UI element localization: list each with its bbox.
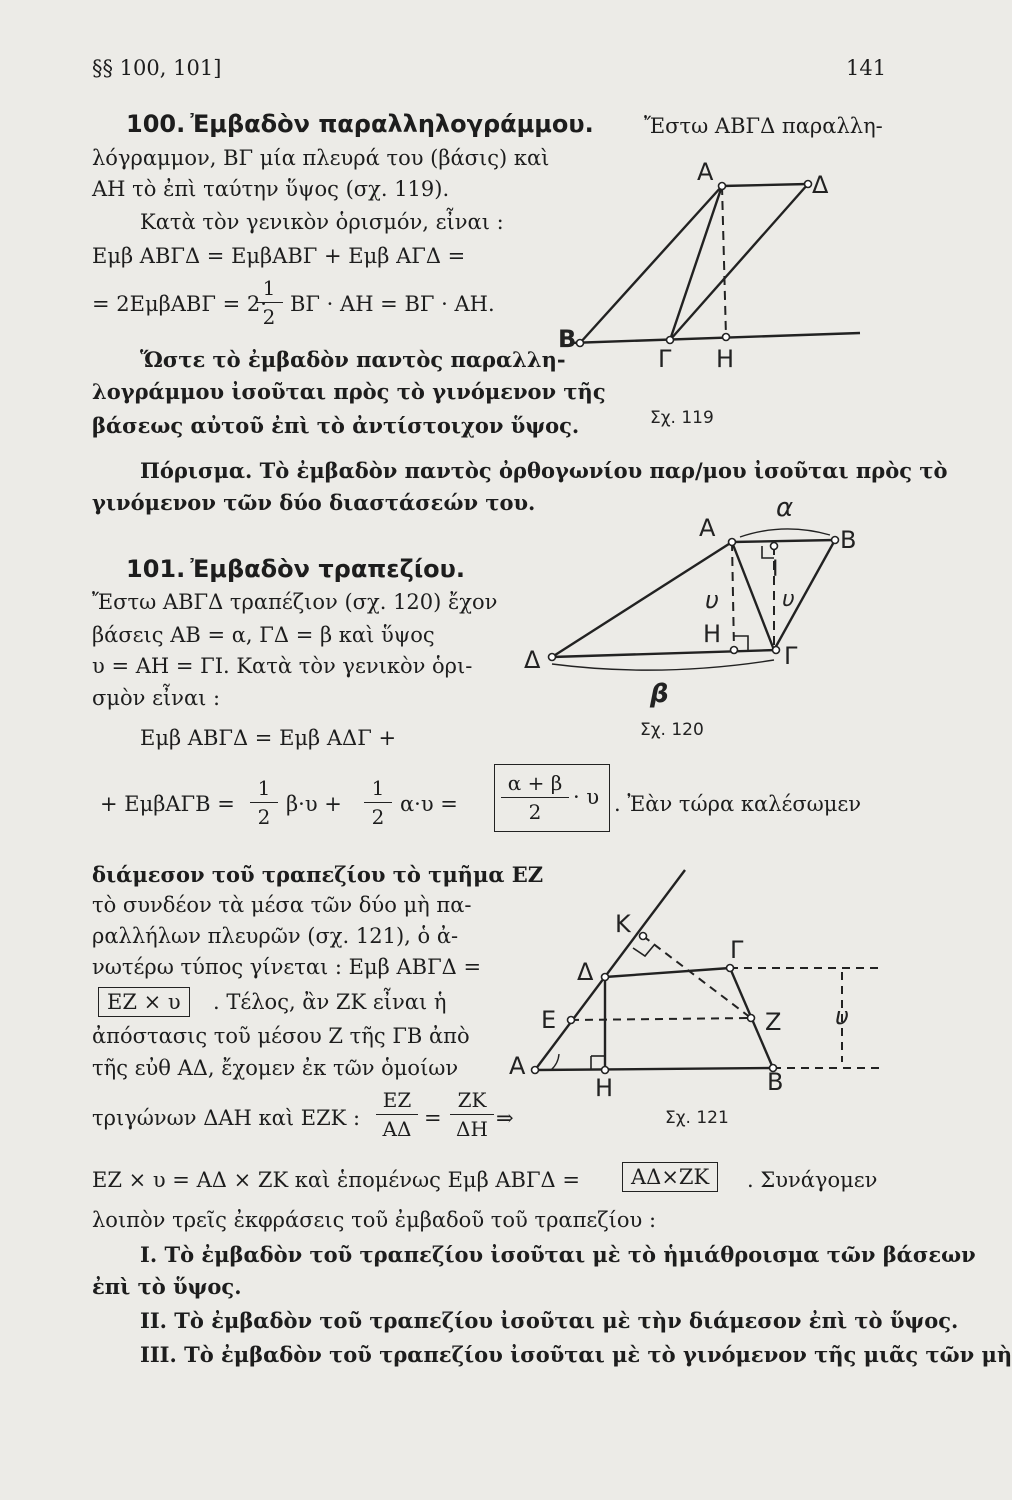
base-dg [605,968,730,977]
fraction-half [255,276,283,329]
figure-120 [500,490,880,745]
label-h: Η [716,345,735,373]
height-ah [722,186,726,337]
fraction-half [250,776,278,829]
label-d: Δ [577,958,594,986]
label-d: Δ [524,646,541,674]
implies-arrow: ⇒ [496,1106,514,1130]
theorem-line: λογράμμου ἰσοῦται πρὸς τὸ γινόμενον τῆς [92,379,606,404]
equation-part: α·υ = [400,792,458,816]
text-line: νωτέρω τύπος γίνεται : Εμβ ΑΒΓΔ = [92,955,482,979]
numerator: ΕΖ [382,1088,412,1112]
denominator: 2 [262,305,276,329]
figure-caption: Σχ. 120 [640,720,704,740]
numerator: α + β [507,771,563,795]
boxed-formula [494,764,610,832]
text-line: βάσεις ΑΒ = α, ΓΔ = β καὶ ὕψος [92,623,435,647]
text-line: . Ἐὰν τώρα καλέσωμεν [614,792,862,816]
label-b: Β [840,526,857,554]
label-alpha: α [776,493,794,523]
conclusion-line: ΙΙ. Τὸ ἐμβαδὸν τοῦ τραπεζίου ἰσοῦται μὲ τὴν διάμεσον ἐπὶ τὸ ὕψος. [140,1308,959,1333]
fraction-bar [250,802,278,803]
text-line: τριγώνων ΔΑΗ καὶ ΕΖΚ : [92,1106,361,1130]
text-line: σμὸν εἶναι : [92,686,221,710]
label-b: Β [767,1068,784,1096]
text-line: ραλλήλων πλευρῶν (σχ. 121), ὁ ἀ- [92,924,459,948]
right-angle-mark [633,944,655,956]
fraction-half [364,776,392,829]
numerator: 1 [262,276,276,300]
conclusion-line: Ι. Τὸ ἐμβαδὸν τοῦ τραπεζίου ἰσοῦται μὲ τὸ ἡμιάθροισμα τῶν βάσεων [140,1242,976,1267]
section-number: 100. [126,110,186,138]
text-line: λόγραμμον, ΒΓ μία πλευρά του (βάσις) καὶ [92,146,550,170]
conclusion-line: ἐπὶ τὸ ὕψος. [92,1274,242,1299]
text-line: υ = ΑΗ = ΓΙ. Κατὰ τὸν γενικὸν ὁρι- [92,654,473,678]
conclusion-line: ΙΙΙ. Τὸ ἐμβαδὸν τοῦ τραπεζίου ἰσοῦται μὲ τὸ γινόμενον τῆς μιᾶς τῶν μὴ [140,1342,1012,1367]
fraction-bar [364,802,392,803]
text-line: τῆς εὐθ ΑΔ, ἔχομεν ἐκ τῶν ὁμοίων [92,1056,459,1080]
text-line: λοιπὸν τρεῖς ἐκφράσεις τοῦ ἐμβαδοῦ τοῦ τραπεζίου : [92,1208,657,1232]
label-g: Γ [784,642,798,670]
label-g: Γ [658,345,672,373]
base-line [570,333,860,343]
text-line: διάμεσον τοῦ τραπεζίου τὸ τμῆμα ΕΖ [92,862,544,887]
denominator: 2 [371,805,385,829]
label-a: Α [509,1052,526,1080]
text-line: ΕΖ × υ = ΑΔ × ΖΚ καὶ ἑπομένως Εμβ ΑΒΓΔ = [92,1168,580,1192]
fraction-bar [501,797,569,798]
figure-119 [558,155,880,428]
label-b: Β [558,325,577,353]
side-ad [722,184,808,186]
brace-a [740,529,830,537]
equation-part: β·υ + [286,792,342,816]
label-e: Ε [541,1006,557,1034]
theorem-line: βάσεως αὐτοῦ ἐπὶ τὸ ἀντίστοιχον ὕψος. [92,413,580,438]
ratio-fraction [376,1088,418,1141]
ratio-fraction [450,1088,494,1141]
text-line: τὸ συνδέον τὰ μέσα τῶν δύο μὴ πα- [92,893,472,917]
label-height-u: υ [782,587,795,612]
label-h: Η [703,620,722,648]
label-d: Δ [812,171,829,199]
boxed-formula: ΑΔ×ΖΚ [622,1162,718,1192]
numerator: 1 [257,776,271,800]
denominator: ΑΔ [382,1117,412,1141]
equals-sign: = [424,1106,442,1130]
fraction-bar [450,1114,494,1115]
section-title: Ἐμβαδὸν τραπεζίου. [190,555,465,583]
base-ab [732,540,835,542]
angle-mark [551,1054,559,1070]
denominator: 2 [257,805,271,829]
height-factor: · υ [573,785,600,809]
diagonal-ag [670,186,722,340]
text-line: . Τέλος, ἂν ΖΚ εἶναι ἡ [213,990,447,1014]
label-k: Κ [615,910,631,938]
text-line: ἀπόστασις τοῦ μέσου Ζ τῆς ΓΒ ἀπὸ [92,1024,470,1048]
label-i: Ι [772,557,779,582]
height-ah [732,542,734,650]
text-line: . Συνάγομεν [747,1168,878,1192]
label-height-u: υ [705,586,719,614]
section-100-heading [126,110,594,138]
figure-121 [505,860,890,1135]
section-title: Ἐμβαδὸν παραλληλογράμμου. [190,110,594,138]
numerator: ΖΚ [457,1088,487,1112]
boxed-formula: ΕΖ × υ [98,987,190,1017]
section-reference: §§ 100, 101] [92,56,222,80]
median-ez [571,1018,751,1020]
equation-prefix: = 2ΕμβΑΒΓ = 2· [92,292,267,316]
equation-part: + ΕμβΑΓΒ = [100,792,235,816]
base-dg [552,650,776,657]
denominator: ΔΗ [456,1117,488,1141]
section-101-heading [126,555,465,583]
label-beta: β [650,679,669,709]
equation-suffix: ΒΓ · ΑΗ = ΒΓ · ΑΗ. [290,292,495,316]
figure-caption: Σχ. 119 [650,408,714,428]
text-line: ΑΗ τὸ ἐπὶ ταύτην ὕψος (σχ. 119). [92,177,450,201]
label-g: Γ [730,936,744,964]
fraction-bar [376,1114,418,1115]
fraction [501,771,569,824]
equation-line: Εμβ ΑΒΓΔ = Εμβ ΑΔΓ + [140,726,397,750]
numerator: 1 [371,776,385,800]
equation-line: Εμβ ΑΒΓΔ = ΕμβΑΒΓ + Εμβ ΑΓΔ = [92,244,466,268]
brace-b [552,660,774,670]
figure-caption: Σχ. 121 [665,1108,729,1128]
section-number: 101. [126,555,186,583]
theorem-line: Ὥστε τὸ ἐμβαδὸν παντὸς παραλλη- [140,347,566,372]
text-line: Ἔστω ΑΒΓΔ παραλλη- [644,114,883,138]
label-height-u: υ [835,1002,849,1030]
page-number: 141 [846,56,887,80]
text-line: Ἔστω ΑΒΓΔ τραπέζιον (σχ. 120) ἔχον [92,590,498,614]
corollary-line: Πόρισμα. Τὸ ἐμβαδὸν παντὸς ὀρθογωνίου παρ/μου ἰσοῦται πρὸς τὸ [140,458,948,483]
side-ab [580,186,722,343]
label-a: Α [699,514,716,542]
corollary-line: γινόμενον τῶν δύο διαστάσεών του. [92,490,536,515]
side-ad-extended [535,870,685,1070]
denominator: 2 [528,800,542,824]
fraction-bar [255,302,283,303]
base-ab [535,1068,773,1070]
label-a: Α [697,158,714,186]
text-line: Κατὰ τὸν γενικὸν ὁρισμόν, εἶναι : [140,210,504,234]
label-h: Η [595,1074,614,1102]
side-dg [670,184,808,340]
label-z: Ζ [765,1008,782,1036]
